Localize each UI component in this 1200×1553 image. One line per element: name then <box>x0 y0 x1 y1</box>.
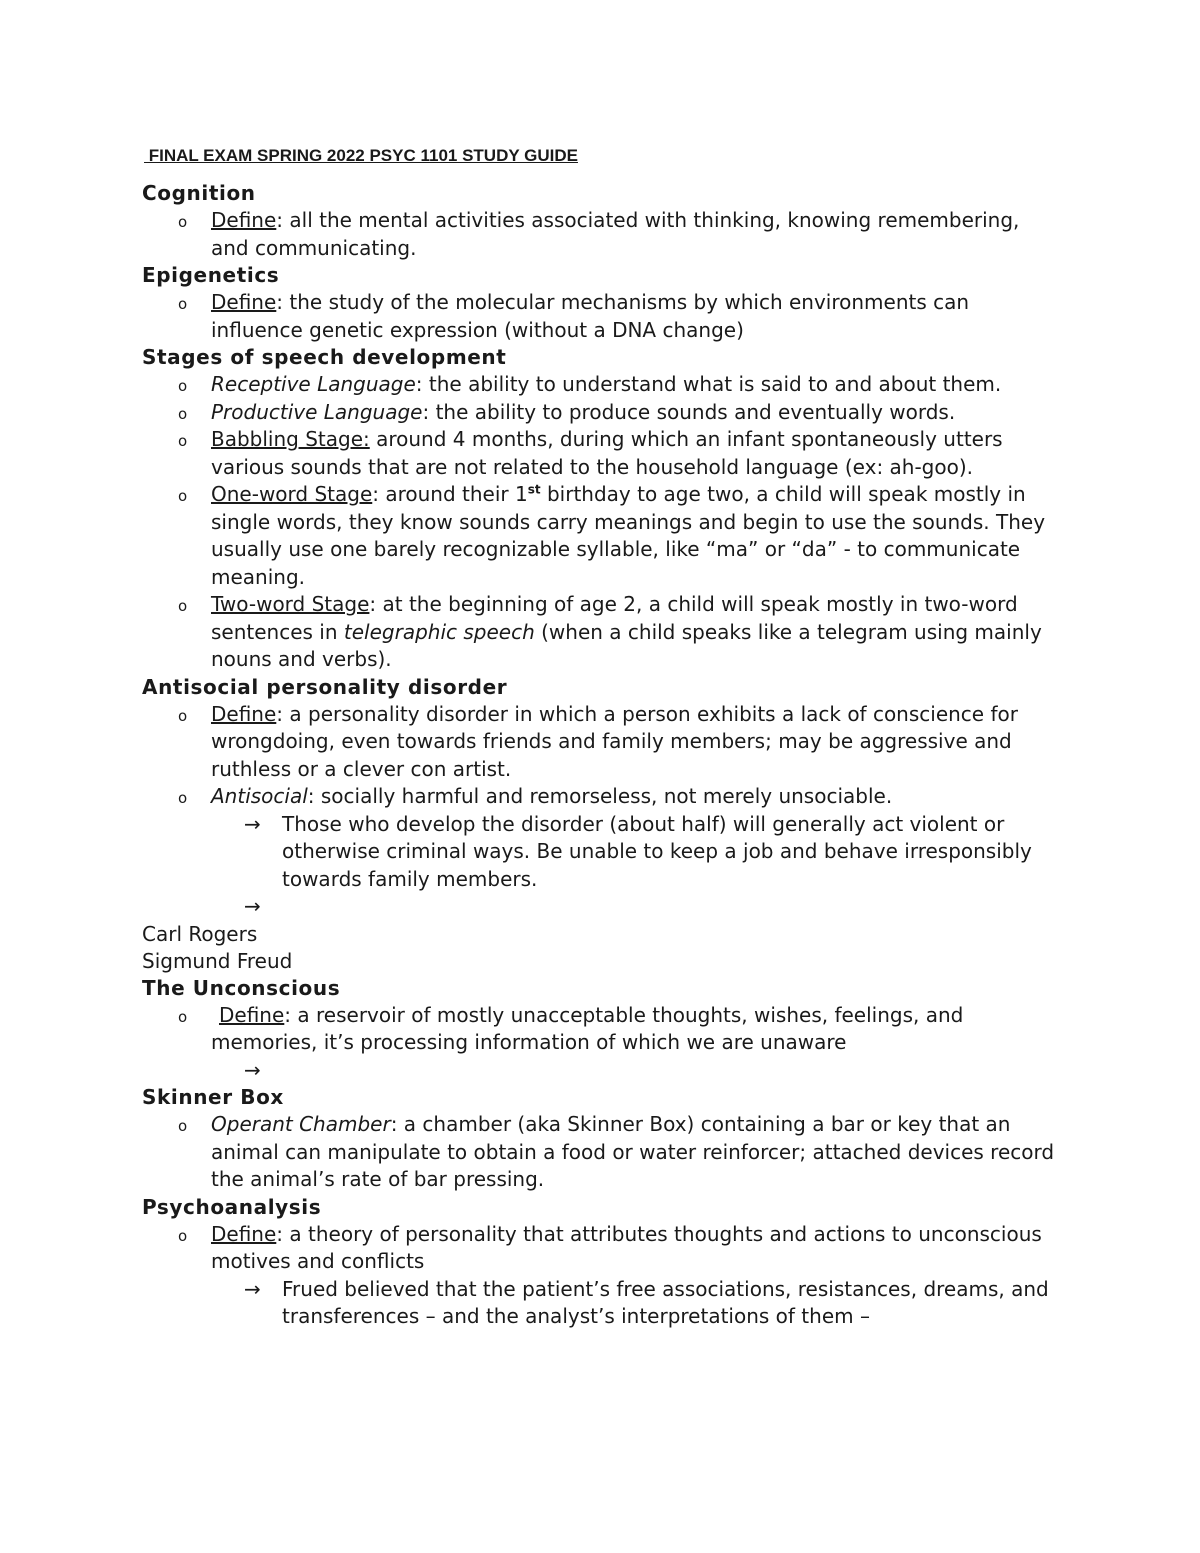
bullet-icon: o <box>178 789 188 807</box>
sub-list-item <box>211 1276 1062 1331</box>
definition-text: : socially harmful and remorseless, not merely unsociable. <box>307 784 893 808</box>
arrow-icon: → <box>244 811 261 836</box>
section-heading-epigenetics: Epigenetics <box>142 263 280 287</box>
list-item <box>142 783 1062 811</box>
list-item <box>142 207 1062 262</box>
bullet-list <box>142 1221 1062 1276</box>
arrow-icon: → <box>244 1276 261 1301</box>
term-label: Operant Chamber <box>211 1112 391 1136</box>
definition-text: : around their 1 <box>372 482 528 506</box>
definition-text: : at the beginning of age 2, a child will speak mostly in two-word sentences in <box>211 592 1018 644</box>
definition-text: : a chamber (aka Skinner Box) containing a bar or key that an animal can manipulate to obtain a food or water reinforcer; attached devices record the animal’s rate of bar pressing. <box>211 1112 1055 1191</box>
term-label: Productive Language <box>211 399 423 424</box>
section-heading-unconscious: The Unconscious <box>142 975 341 1000</box>
term-label: Define <box>211 208 277 232</box>
bullet-icon: o <box>178 706 188 725</box>
bullet-list <box>142 371 1062 674</box>
bullet-list <box>142 289 1062 344</box>
definition-text: around 4 months, during which an infant spontaneously utters various sounds that are not related to the household language (ex: ah-goo). <box>211 427 1003 479</box>
list-item <box>142 399 1062 427</box>
sub-item-text: Those who develop the disorder (about half) will generally act violent or otherwise criminal ways. Be unable to keep a job and behave irresponsibly towards family members. <box>282 811 1032 891</box>
arrow-icon: → <box>244 1057 261 1082</box>
term-label: Two-word Stage <box>211 592 370 616</box>
bullet-icon: o <box>178 1226 188 1245</box>
definition-text: : a theory of personality that attributes thoughts and actions to unconscious motives and conflicts <box>211 1221 1042 1273</box>
bullet-icon: o <box>178 213 188 231</box>
term-label: Define <box>211 701 277 726</box>
ordinal-suffix: st <box>527 482 541 497</box>
document-page <box>142 146 1062 1331</box>
bullet-icon: o <box>178 404 188 423</box>
term-label: Define <box>211 1221 277 1246</box>
bullet-list <box>142 701 1062 811</box>
definition-text: : a reservoir of mostly unacceptable thoughts, wishes, feelings, and memories, it’s processing information of which we are unaware <box>211 1002 964 1054</box>
sub-list <box>142 1276 1062 1331</box>
sub-list <box>142 1057 1062 1085</box>
sub-list-item-empty <box>211 1057 1062 1085</box>
sub-list-item <box>211 811 1062 894</box>
plain-line-carl-rogers: Carl Rogers <box>142 921 258 946</box>
list-item <box>142 289 1062 344</box>
section-heading-speech: Stages of speech development <box>142 345 507 369</box>
bullet-icon: o <box>178 432 188 450</box>
bullet-list <box>142 1111 1062 1194</box>
definition-text: birthday to age two, a child will speak mostly in single words, they know sounds carry meanings and begin to use the sounds. They usually use one barely recognizable syllable, like “ma” or “da” - to communicate meaning. <box>211 482 1046 589</box>
section-heading-cognition: Cognition <box>142 181 256 205</box>
list-item <box>142 591 1062 674</box>
list-item <box>142 1111 1062 1194</box>
bullet-icon: o <box>178 597 188 615</box>
term-label: Receptive Language <box>211 372 416 396</box>
bullet-list <box>142 207 1062 262</box>
section-heading-psychoanalysis: Psychoanalysis <box>142 1194 322 1219</box>
arrow-icon: → <box>244 894 261 918</box>
italic-term: telegraphic speech <box>343 619 535 644</box>
bullet-icon: o <box>178 1117 188 1135</box>
list-item <box>142 1002 1062 1057</box>
list-item <box>142 426 1062 481</box>
bullet-icon: o <box>178 1007 188 1026</box>
list-item <box>142 701 1062 784</box>
definition-text: : a personality disorder in which a person exhibits a lack of conscience for wrongdoing, even towards friends and family members; may be aggressive and ruthless or a clever con artist. <box>211 701 1018 781</box>
bullet-icon: o <box>178 377 188 395</box>
term-label: Define <box>211 290 277 314</box>
sub-list-item-empty <box>211 893 1062 921</box>
sub-item-text: Frued believed that the patient’s free associations, resistances, dreams, and transferences – and the analyst’s interpretations of them – <box>282 1276 1049 1328</box>
bullet-icon: o <box>178 487 188 505</box>
term-label: Define <box>219 1002 285 1027</box>
sub-list <box>142 811 1062 921</box>
term-label: Antisocial <box>211 784 308 808</box>
term-label: One-word Stage <box>211 482 373 506</box>
list-item <box>142 1221 1062 1276</box>
list-item <box>142 481 1062 591</box>
plain-line-sigmund-freud: Sigmund Freud <box>142 948 293 973</box>
section-heading-antisocial: Antisocial personality disorder <box>142 674 508 699</box>
definition-text: : all the mental activities associated with thinking, knowing remembering, and communicating. <box>211 208 1020 260</box>
bullet-icon: o <box>178 295 188 313</box>
section-heading-skinner: Skinner Box <box>142 1085 284 1109</box>
document-title: FINAL EXAM SPRING 2022 PSYC 1101 STUDY GUIDE <box>144 146 578 165</box>
list-item <box>142 371 1062 399</box>
term-label: Babbling Stage: <box>211 427 370 451</box>
definition-text: : the ability to produce sounds and eventually words. <box>422 399 956 424</box>
definition-text: : the ability to understand what is said to and about them. <box>415 372 1002 396</box>
definition-text: : the study of the molecular mechanisms by which environments can influence genetic expression (without a DNA change) <box>211 290 970 342</box>
bullet-list <box>142 1002 1062 1057</box>
definition-text: (when a child speaks like a telegram using mainly nouns and verbs). <box>211 619 1042 671</box>
